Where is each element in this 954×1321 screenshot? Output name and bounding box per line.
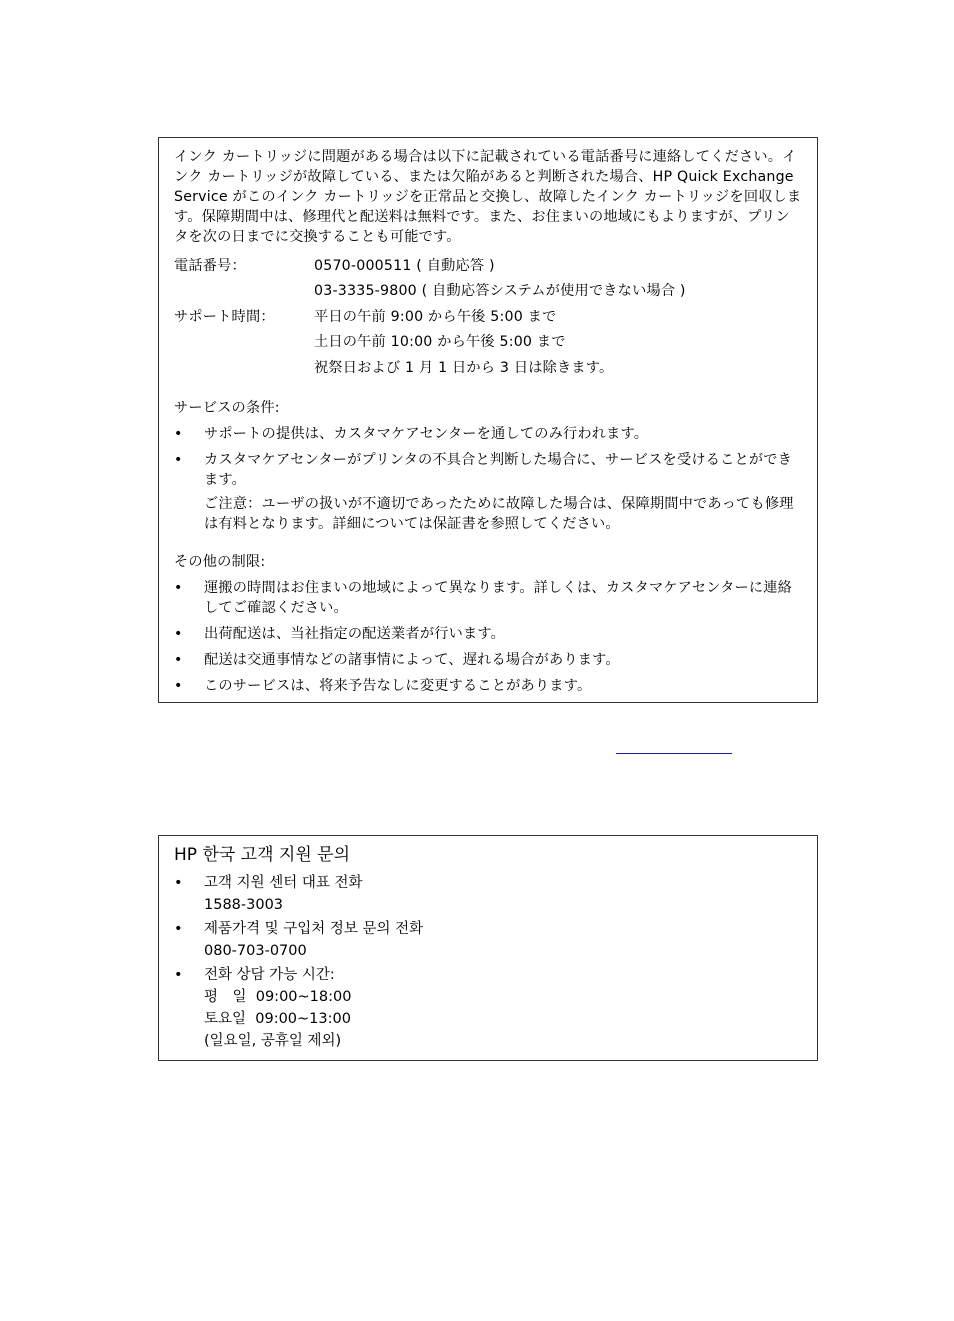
list-item xyxy=(174,424,803,444)
list-item xyxy=(174,872,803,916)
support-center-phone: 1588-3003 xyxy=(204,897,284,913)
hours-weekend: 土日の午前 10:00 から午後 5:00 まで xyxy=(314,334,566,351)
hours-excluded: (일요일, 공휴일 제외) xyxy=(204,1033,342,1049)
hours-label: 전화 상담 가능 시간: xyxy=(204,967,335,983)
hours-weekday: 平日の午前 9:00 から午後 5:00 まで xyxy=(314,308,557,325)
price-info-phone: 080-703-0700 xyxy=(204,943,307,959)
limit-text: このサービスは、将来予告なしに変更することがあります。 xyxy=(204,677,592,694)
japan-intro-text: インク カートリッジに問題がある場合は以下に記載されている電話番号に連絡してください。インク カートリッジが故障している、または欠陥があると判断された場合、HP Quick Exchange Service がこのインク カートリッジを正常品と交換し、故障したインク カートリッジを回収します。保障期間中は、修理代と配送料は無料です。また、お住まいの地域にもよりますが、プリンタを次の日までに交換することも可能です。 xyxy=(174,149,802,245)
list-item xyxy=(174,624,803,644)
phone-label: 電話番号： xyxy=(174,257,246,274)
other-limits-heading: その他の制限: xyxy=(174,553,266,570)
bullet-icon: • xyxy=(174,451,183,468)
hours-row-2 xyxy=(174,330,803,356)
japan-support-box xyxy=(158,137,818,703)
price-info-label: 제품가격 및 구입처 정보 문의 전화 xyxy=(204,921,424,937)
hours-label: サポート時間： xyxy=(174,308,275,325)
bullet-icon: • xyxy=(174,425,183,442)
korea-contact-list xyxy=(174,872,803,1052)
bullet-icon: • xyxy=(174,651,183,668)
other-limits-list xyxy=(174,578,803,696)
phone-number-1: 0570-000511 ( 自動応答 ) xyxy=(314,257,495,274)
list-item xyxy=(174,964,803,1052)
hours-row-3 xyxy=(174,355,803,381)
conditions-list xyxy=(174,424,803,534)
conditions-note: ご注意：ユーザの扱いが不適切であったために故障した場合は、保障期間中であっても修理は有料となります。詳細については保証書を参照してください。 xyxy=(204,495,794,532)
condition-text: サポートの提供は、カスタマケアセンターを通してのみ行われます。 xyxy=(204,425,649,442)
list-item xyxy=(174,650,803,670)
hours-holidays: 祝祭日および 1 月 1 日から 3 日は除きます。 xyxy=(314,359,614,376)
link-underline[interactable] xyxy=(616,753,732,754)
phone-row-2 xyxy=(174,279,803,305)
support-center-label: 고객 지원 센터 대표 전화 xyxy=(204,875,363,891)
condition-text: カスタマケアセンターがプリンタの不具合と判断した場合に、サービスを受けることができます。 xyxy=(204,451,793,488)
list-item xyxy=(174,578,803,618)
limit-text: 配送は交通事情などの諸事情によって、遅れる場合があります。 xyxy=(204,651,620,668)
bullet-icon: • xyxy=(174,875,183,891)
list-item xyxy=(174,450,803,534)
bullet-icon: • xyxy=(174,677,183,694)
hours-row-1 xyxy=(174,304,803,330)
limit-text: 出荷配送は、当社指定の配送業者が行います。 xyxy=(204,625,506,642)
list-item xyxy=(174,918,803,962)
bullet-icon: • xyxy=(174,625,183,642)
limit-text: 運搬の時間はお住まいの地域によって異なります。詳しくは、カスタマケアセンターに連絡してご確認ください。 xyxy=(204,579,793,616)
korea-title: HP 한국 고객 지원 문의 xyxy=(174,845,351,865)
bullet-icon: • xyxy=(174,579,183,596)
bullet-icon: • xyxy=(174,967,183,983)
hours-weekday: 평 일 09:00~18:00 xyxy=(204,989,352,1005)
bullet-icon: • xyxy=(174,921,183,937)
korea-support-box xyxy=(158,835,818,1061)
phone-row-1 xyxy=(174,253,803,279)
list-item xyxy=(174,676,803,696)
hours-saturday: 토요일 09:00~13:00 xyxy=(204,1011,351,1027)
conditions-heading: サービスの条件: xyxy=(174,399,280,416)
phone-number-2: 03-3335-9800 ( 自動応答システムが使用できない場合 ) xyxy=(314,283,686,300)
japan-contact-table xyxy=(174,253,803,381)
